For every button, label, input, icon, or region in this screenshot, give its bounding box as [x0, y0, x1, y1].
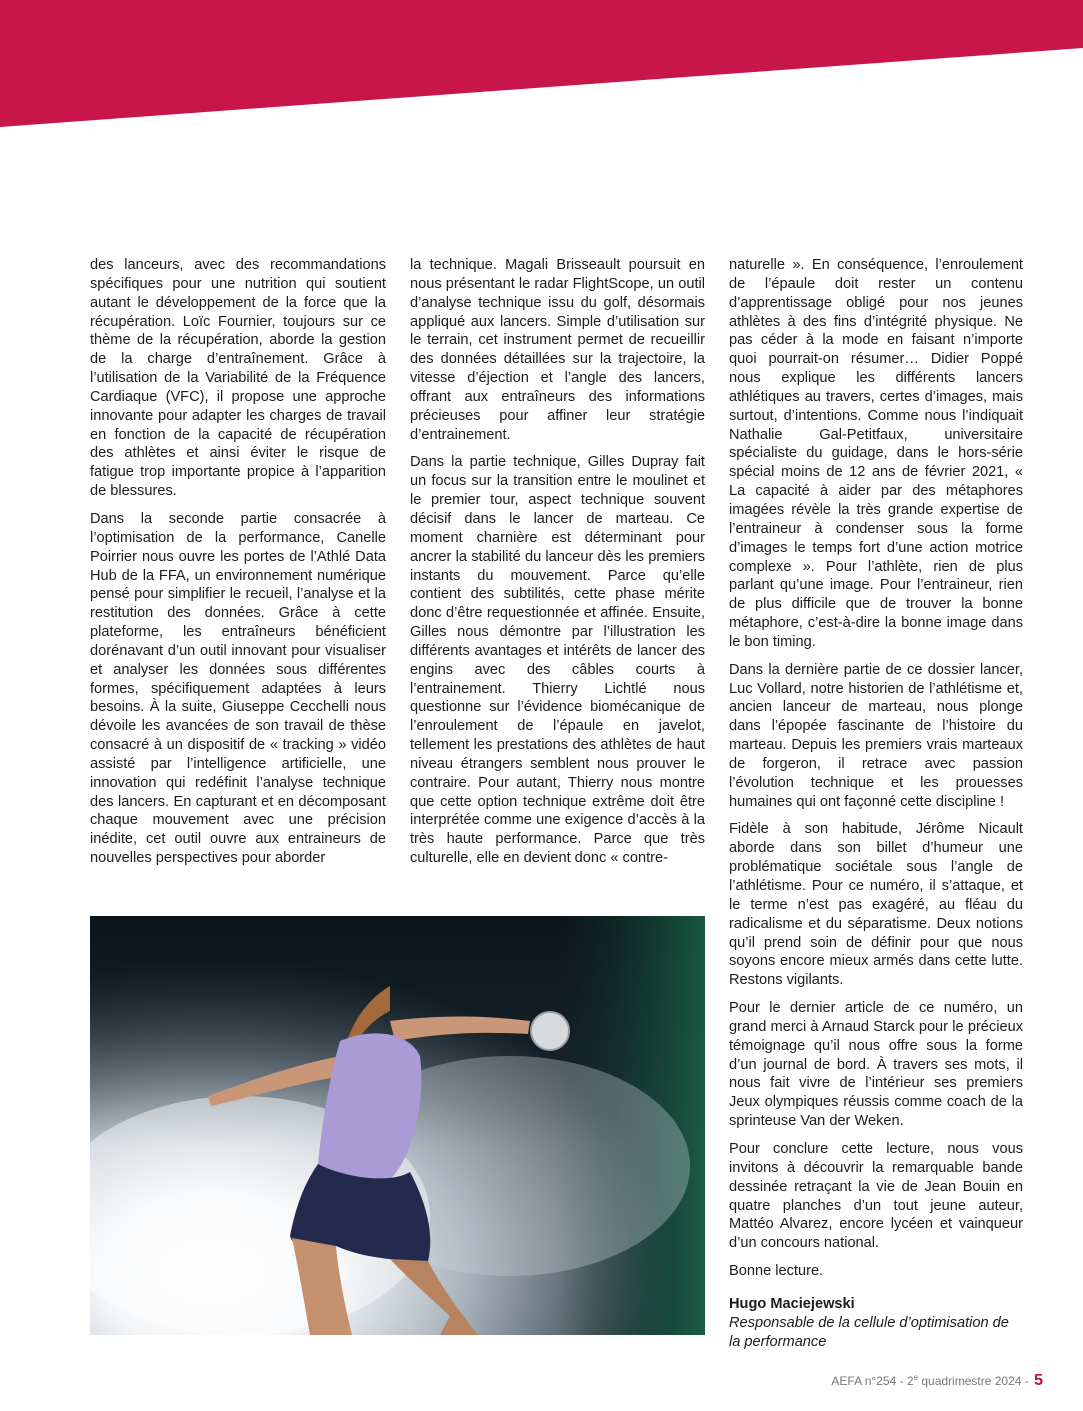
footer-period: quadrimestre 2024 -: [918, 1374, 1033, 1388]
footer-issue: AEFA n°254 - 2: [831, 1374, 914, 1388]
paragraph: Dans la dernière partie de ce dossier lancer, Luc Vollard, notre historien de l’athlétisme et, ancien lanceur de marteau, nous plonge dans l’épopée fascinante de l’histoire du marteau. Depuis les premiers vrais marteaux de forgeron, il retrace avec passion l’évolution technique et les prouesses humaines qui ont façonné cette discipline !: [729, 661, 1023, 810]
red-diagonal-band: [0, 0, 1083, 127]
signature-role: Responsable de la cellule d’optimisation de la performance: [729, 1314, 1009, 1350]
header-red-banner: [0, 0, 1083, 130]
text-column-3: [729, 256, 1023, 1351]
paragraph: des lanceurs, avec des recommandations spécifiques pour une nutrition qui soutient autant le développement de la force que la récupération. Loïc Fournier, toujours sur ce thème de la récupération, aborde la gestion de la charge d’entraînement. Grâce à l’utilisation de la Variabilité de la Fréquence Cardiaque (VFC), il propose une approche innovante pour adapter les charges de travail en fonction de la capacité de récupération des athlètes et ainsi éviter le risque de fatigue trop importante propice à l’apparition de blessures.: [90, 257, 386, 500]
paragraph: Fidèle à son habitude, Jérôme Nicault aborde dans son billet d’humeur une problématique sociétale sous l’angle de l’athlétisme. Pour ce numéro, il s’attaque, et le terme n’est pas exagéré, au fléau du radicalisme et du séparatisme. Deux notions qu’il prend soin de définir pour que nous soyons encore mieux armés dans cette lutte. Restons vigilants.: [729, 821, 1023, 989]
signature-name: Hugo Maciejewski: [729, 1295, 855, 1312]
paragraph: Pour conclure cette lecture, nous vous invitons à découvrir la remarquable bande dessinée retraçant la vie de Jean Bouin en quatre planches d’un tout jeune auteur, Mattéo Alvarez, encore lycéen et vainqueur d’un concours national.: [729, 1140, 1023, 1252]
page-footer: [831, 1372, 1043, 1390]
paragraph: Dans la partie technique, Gilles Dupray fait un focus sur la transition entre le moulinet et le premier tour, aspect technique souvent décisif dans le lancer de marteau. Ce moment charnière est déterminant pour ancrer la stabilité du lanceur dès les premiers instants du mouvement. Parce qu’elle contient des subtilités, cette phase mérite donc d’être requestionnée et affinée. Ensuite, Gilles nous démontre par l’illustration les différents avantages et intérêts de lancer des engins avec des câbles courts à l’entrainement. Thierry Lichtlé nous questionne sur l’évidence biomécanique de l’enroulement de l’épaule en javelot, tellement les prestations des athlètes de haut niveau étrangers semblent nous prouver le contraire. Pour autant, Thierry nous montre que cette option technique extrême doit être interprétée comme une exigence d’accès à la très haute performance. Parce que très culturelle, elle en devient donc « contre-: [410, 454, 705, 867]
discus-thrower-photo: [90, 916, 705, 1335]
footer-superscript: e: [913, 1373, 919, 1382]
paragraph: naturelle ». En conséquence, l’enroulement de l’épaule doit rester un contenu d’apprentissage obligé pour nos jeunes athlètes à des fins d’intégrité physique. Ne pas céder à la mode en faisant n’importe quoi pourrait-on résumer… Didier Poppé nous explique les différents lancers athlétiques au travers, certes d’images, mais surtout, d’intentions. Comme nous l’indiquait Nathalie Gal-Petitfaux, universitaire spécialiste du guidage, dans le hors-série spécial moins de 12 ans de février 2021, « La capacité à aider par des métaphores imagées révèle la très grande expertise de l’entraineur à condenser sous la forme d’images le temps fort d’une action motrice complexe ». Pour l’athlète, rien de plus parlant qu’une image. Pour l’entraineur, rien de plus difficile que de trouver la bonne métaphore, c’est-à-dire la bonne image dans le bon timing.: [729, 257, 1023, 650]
paragraph: Pour le dernier article de ce numéro, un grand merci à Arnaud Starck pour le précieux témoignage qu’il nous offre sous la forme d’un journal de bord. À travers ses mots, il nous fait vivre de l’intérieur ses premiers Jeux olympiques réussis comme coach de la sprinteuse Van der Weken.: [729, 1000, 1023, 1130]
paragraph: la technique. Magali Brisseault poursuit en nous présentant le radar FlightScope, un outil d’analyse technique issu du golf, désormais appliqué aux lancers. Simple d’utilisation sur le terrain, cet instrument permet de recueillir des données détaillées sur la trajectoire, la vitesse d’éjection et l’angle des lancers, offrant aux entraîneurs des informations précieuses pour affiner leur stratégie d’entrainement.: [410, 257, 705, 443]
paragraph: Bonne lecture.: [729, 1263, 824, 1280]
text-column-2: [410, 256, 705, 877]
paragraph: Dans la seconde partie consacrée à l’optimisation de la performance, Canelle Poirrier nous ouvre les portes de l’Athlé Data Hub de la FFA, un environnement numérique pensé pour simplifier le recueil, l’analyse et la restitution des données. Grâce à cette plateforme, les entraîneurs bénéficient dorénavant d’un outil innovant pour visualiser et analyser les données sous différentes formes, spécifiquement adaptées à leurs besoins. À la suite, Giuseppe Cecchelli nous dévoile les avancées de son travail de thèse consacré à un dispositif de « tracking » vidéo assisté par l’intelligence artificielle, une innovation qui redéfinit l’analyse technique des lancers. En capturant et en décomposant chaque mouvement avec une précision inédite, cet outil ouvre aux entraineurs de nouvelles perspectives pour aborder: [90, 510, 386, 867]
text-column-1: [90, 256, 386, 877]
discus: [531, 1012, 569, 1050]
page-number: 5: [1034, 1372, 1043, 1389]
